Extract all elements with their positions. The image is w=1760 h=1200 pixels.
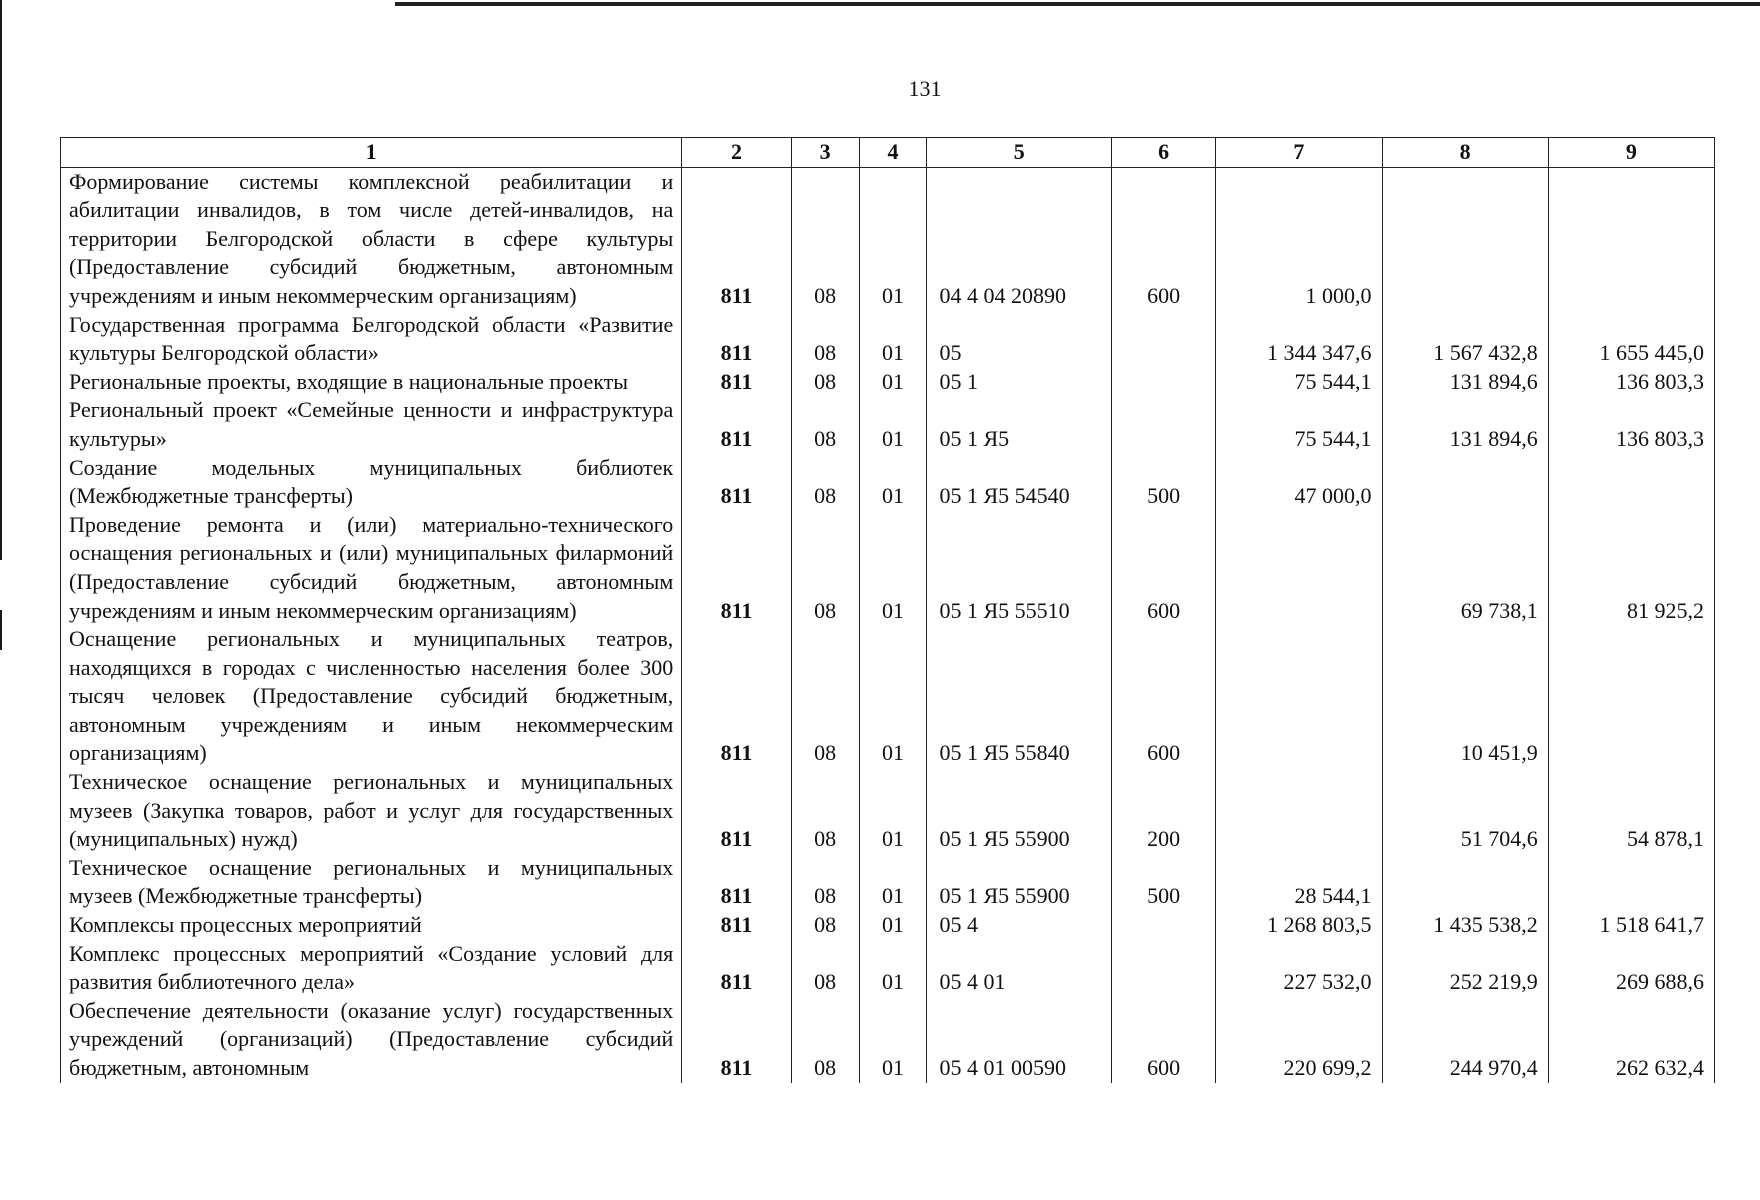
row-amount-cell (1548, 854, 1714, 911)
row-target-article-cell: 04 4 04 20890 (927, 167, 1111, 310)
row-expense-type-cell: 500 (1111, 854, 1215, 911)
row-amount-cell: 75 544,1 (1216, 368, 1382, 397)
row-subsection-cell: 01 (859, 854, 927, 911)
row-amount-cell: 269 688,6 (1548, 940, 1714, 997)
row-subsection-cell: 01 (859, 396, 927, 453)
table-row (61, 396, 1715, 453)
row-code-cell: 811 (682, 396, 791, 453)
row-amount-cell: 51 704,6 (1382, 768, 1548, 854)
row-amount-cell: 47 000,0 (1216, 454, 1382, 511)
column-header: 9 (1548, 138, 1714, 168)
row-amount-cell (1216, 511, 1382, 625)
row-name-cell: Создание модельных муниципальных библиотек (Межбюджетные трансферты) (61, 454, 682, 511)
row-subsection-cell: 01 (859, 511, 927, 625)
row-name-cell: Техническое оснащение региональных и муниципальных музеев (Закупка товаров, работ и услуг для государственных (муниципальных) нужд) (61, 768, 682, 854)
row-amount-cell: 136 803,3 (1548, 396, 1714, 453)
row-section-cell: 08 (791, 396, 859, 453)
table-row (61, 854, 1715, 911)
row-subsection-cell: 01 (859, 311, 927, 368)
row-amount-cell (1216, 768, 1382, 854)
row-amount-cell: 1 344 347,6 (1216, 311, 1382, 368)
column-header: 7 (1216, 138, 1382, 168)
row-amount-cell (1382, 167, 1548, 310)
row-target-article-cell: 05 1 Я5 55900 (927, 854, 1111, 911)
row-name-cell: Региональный проект «Семейные ценности и инфраструктура культуры» (61, 396, 682, 453)
row-section-cell: 08 (791, 511, 859, 625)
row-expense-type-cell: 600 (1111, 167, 1215, 310)
top-rule (395, 2, 1760, 6)
row-amount-cell: 75 544,1 (1216, 396, 1382, 453)
row-amount-cell (1382, 454, 1548, 511)
row-amount-cell: 136 803,3 (1548, 368, 1714, 397)
row-target-article-cell: 05 4 01 00590 (927, 997, 1111, 1083)
table-row (61, 167, 1715, 310)
row-subsection-cell: 01 (859, 911, 927, 940)
row-code-cell: 811 (682, 911, 791, 940)
row-code-cell: 811 (682, 167, 791, 310)
row-amount-cell: 220 699,2 (1216, 997, 1382, 1083)
row-expense-type-cell (1111, 368, 1215, 397)
row-expense-type-cell (1111, 396, 1215, 453)
row-section-cell: 08 (791, 997, 859, 1083)
row-amount-cell: 69 738,1 (1382, 511, 1548, 625)
row-amount-cell: 81 925,2 (1548, 511, 1714, 625)
row-expense-type-cell (1111, 940, 1215, 997)
table-header-row (61, 138, 1715, 168)
row-expense-type-cell: 600 (1111, 997, 1215, 1083)
row-amount-cell: 1 655 445,0 (1548, 311, 1714, 368)
row-amount-cell: 1 435 538,2 (1382, 911, 1548, 940)
row-subsection-cell: 01 (859, 368, 927, 397)
row-name-cell: Государственная программа Белгородской области «Развитие культуры Белгородской области» (61, 311, 682, 368)
row-expense-type-cell: 600 (1111, 511, 1215, 625)
table-row (61, 511, 1715, 625)
row-section-cell: 08 (791, 167, 859, 310)
row-amount-cell: 262 632,4 (1548, 997, 1714, 1083)
row-expense-type-cell: 600 (1111, 625, 1215, 768)
row-amount-cell: 28 544,1 (1216, 854, 1382, 911)
table-row (61, 911, 1715, 940)
row-expense-type-cell: 200 (1111, 768, 1215, 854)
row-name-cell: Проведение ремонта и (или) материально-технического оснащения региональных и (или) муниципальных филармоний (Предоставление субсидий бюджетным, автономным учреждениям и иным некоммерческим организациям) (61, 511, 682, 625)
table-row (61, 940, 1715, 997)
column-header: 5 (927, 138, 1111, 168)
column-header: 1 (61, 138, 682, 168)
row-section-cell: 08 (791, 768, 859, 854)
row-name-cell: Техническое оснащение региональных и муниципальных музеев (Межбюджетные трансферты) (61, 854, 682, 911)
row-target-article-cell: 05 4 (927, 911, 1111, 940)
row-section-cell: 08 (791, 311, 859, 368)
row-amount-cell: 252 219,9 (1382, 940, 1548, 997)
row-subsection-cell: 01 (859, 167, 927, 310)
row-amount-cell: 131 894,6 (1382, 368, 1548, 397)
row-target-article-cell: 05 1 (927, 368, 1111, 397)
column-header: 3 (791, 138, 859, 168)
row-amount-cell: 10 451,9 (1382, 625, 1548, 768)
table-row (61, 311, 1715, 368)
row-amount-cell: 54 878,1 (1548, 768, 1714, 854)
row-code-cell: 811 (682, 368, 791, 397)
row-amount-cell: 1 268 803,5 (1216, 911, 1382, 940)
row-target-article-cell: 05 1 Я5 54540 (927, 454, 1111, 511)
column-header: 4 (859, 138, 927, 168)
table-row (61, 768, 1715, 854)
row-target-article-cell: 05 1 Я5 55840 (927, 625, 1111, 768)
row-expense-type-cell (1111, 911, 1215, 940)
row-code-cell: 811 (682, 454, 791, 511)
row-name-cell: Комплекс процессных мероприятий «Создание условий для развития библиотечного дела» (61, 940, 682, 997)
row-code-cell: 811 (682, 768, 791, 854)
table-row (61, 625, 1715, 768)
table-row (61, 454, 1715, 511)
row-target-article-cell: 05 4 01 (927, 940, 1111, 997)
row-subsection-cell: 01 (859, 625, 927, 768)
row-amount-cell (1216, 625, 1382, 768)
budget-table (60, 137, 1715, 1083)
page-number: 131 (908, 76, 942, 101)
row-section-cell: 08 (791, 940, 859, 997)
row-code-cell: 811 (682, 625, 791, 768)
row-amount-cell: 1 518 641,7 (1548, 911, 1714, 940)
row-amount-cell (1548, 167, 1714, 310)
row-amount-cell (1548, 625, 1714, 768)
row-amount-cell (1382, 854, 1548, 911)
column-header: 2 (682, 138, 791, 168)
row-expense-type-cell (1111, 311, 1215, 368)
row-section-cell: 08 (791, 454, 859, 511)
row-section-cell: 08 (791, 911, 859, 940)
row-name-cell: Оснащение региональных и муниципальных театров, находящихся в городах с численностью населения более 300 тысяч человек (Предоставление субсидий бюджетным, автономным учреждениям и иным некоммерческим организациям) (61, 625, 682, 768)
row-section-cell: 08 (791, 368, 859, 397)
row-target-article-cell: 05 1 Я5 (927, 396, 1111, 453)
row-amount-cell (1548, 454, 1714, 511)
row-amount-cell: 244 970,4 (1382, 997, 1548, 1083)
row-section-cell: 08 (791, 854, 859, 911)
row-name-cell: Комплексы процессных мероприятий (61, 911, 682, 940)
scan-edge-line (0, 610, 2, 650)
row-subsection-cell: 01 (859, 997, 927, 1083)
row-amount-cell: 1 567 432,8 (1382, 311, 1548, 368)
row-subsection-cell: 01 (859, 454, 927, 511)
row-name-cell: Обеспечение деятельности (оказание услуг) государственных учреждений (организаций) (Предоставление субсидий бюджетным, автономным (61, 997, 682, 1083)
row-expense-type-cell: 500 (1111, 454, 1215, 511)
row-code-cell: 811 (682, 854, 791, 911)
row-target-article-cell: 05 1 Я5 55900 (927, 768, 1111, 854)
row-code-cell: 811 (682, 997, 791, 1083)
column-header: 6 (1111, 138, 1215, 168)
table-row (61, 368, 1715, 397)
row-code-cell: 811 (682, 940, 791, 997)
column-header: 8 (1382, 138, 1548, 168)
row-target-article-cell: 05 1 Я5 55510 (927, 511, 1111, 625)
row-amount-cell: 1 000,0 (1216, 167, 1382, 310)
row-name-cell: Региональные проекты, входящие в национальные проекты (61, 368, 682, 397)
row-name-cell: Формирование системы комплексной реабилитации и абилитации инвалидов, в том числе детей-инвалидов, на территории Белгородской области в сфере культуры (Предоставление субсидий бюджетным, автономным учреждениям и иным некоммерческим организациям) (61, 167, 682, 310)
row-section-cell: 08 (791, 625, 859, 768)
row-code-cell: 811 (682, 311, 791, 368)
row-amount-cell: 227 532,0 (1216, 940, 1382, 997)
row-subsection-cell: 01 (859, 768, 927, 854)
row-code-cell: 811 (682, 511, 791, 625)
row-subsection-cell: 01 (859, 940, 927, 997)
table-row (61, 997, 1715, 1083)
row-amount-cell: 131 894,6 (1382, 396, 1548, 453)
row-target-article-cell: 05 (927, 311, 1111, 368)
